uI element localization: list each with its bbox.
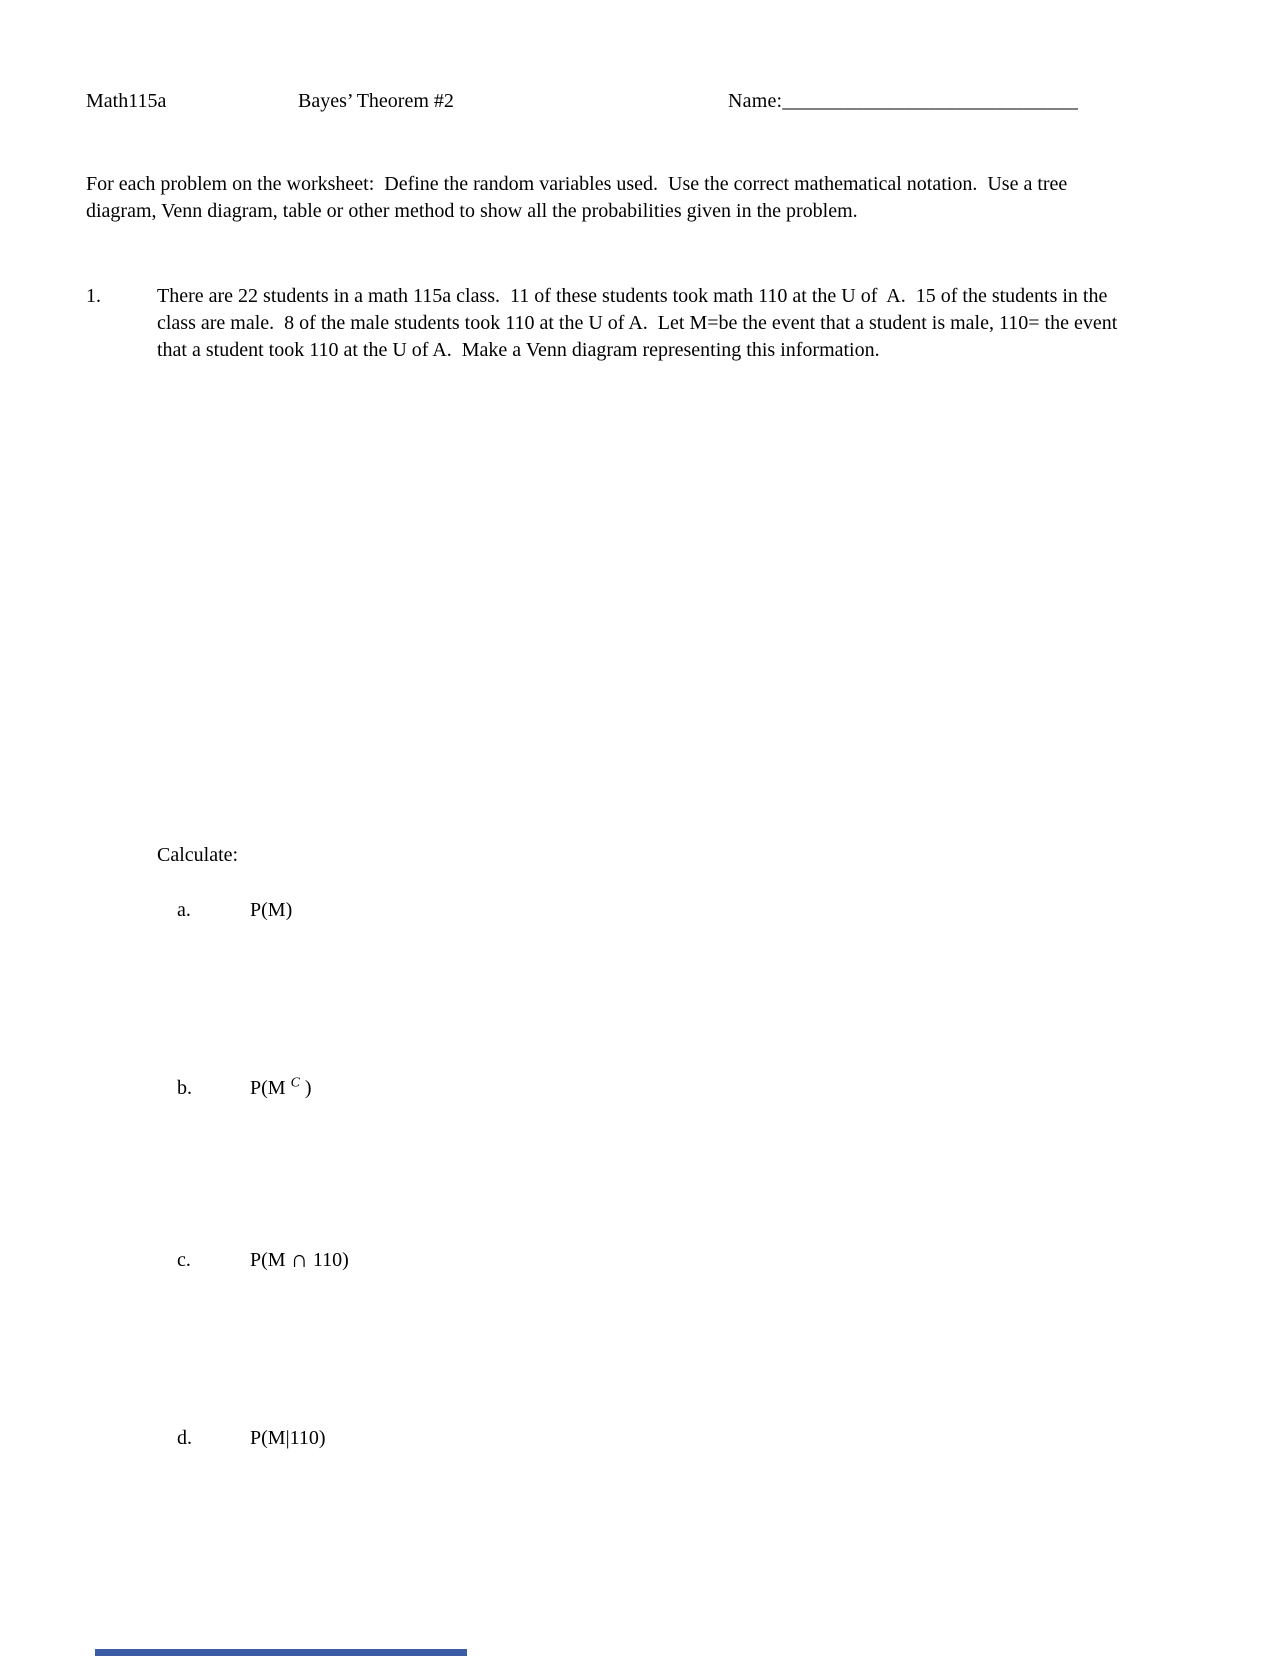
calc-item-b-expr-post: ) <box>299 1077 312 1099</box>
calculate-label: Calculate: <box>157 844 239 866</box>
name-label: Name: <box>728 90 783 112</box>
calc-item-a <box>157 870 292 951</box>
calc-item-a-expression <box>250 899 292 921</box>
calc-item-c-letter: c. <box>177 1249 191 1271</box>
calc-item-b-superscript-c: C <box>290 1075 300 1091</box>
course-label: Math115a <box>86 90 167 112</box>
calc-item-d-letter: d. <box>177 1427 192 1449</box>
calc-item-c-expr-post: 110) <box>307 1249 349 1271</box>
calc-item-a-expr-text: P(M) <box>250 899 293 921</box>
name-field <box>728 88 1078 115</box>
calc-item-a-letter: a. <box>177 899 191 921</box>
problem-1-text: There are 22 students in a math 115a class. 11 of these students took math 110 at the U of A. 15 of the students in the class are male. 8 of the male students took 110 at the U of A. Let M=be the event that a student is male, 110= the event that a student took 110 at the U of A. Make a Venn diagram representing this information. <box>157 285 1123 361</box>
calc-item-d-expression <box>250 1427 326 1449</box>
calc-item-c-expression <box>250 1249 349 1271</box>
bottom-blue-bar <box>95 1649 467 1656</box>
name-blank-line: _____________________________ <box>782 90 1079 112</box>
calc-item-b-letter: b. <box>177 1077 192 1099</box>
intersection-symbol: ∩ <box>290 1247 308 1273</box>
instructions-paragraph: For each problem on the worksheet: Define the random variables used. Use the correct mathematical notation. Use a tree diagram, Venn diagram, table or other method to show all the probabilities given in the problem. <box>86 173 1073 222</box>
calc-item-d <box>157 1398 326 1479</box>
problem-1-number: 1. <box>86 285 101 307</box>
calc-item-c <box>157 1220 349 1301</box>
calc-item-b-expression <box>250 1077 312 1099</box>
calc-item-b <box>157 1048 312 1129</box>
calc-item-d-expr-text: P(M|110) <box>250 1427 326 1449</box>
calc-item-b-expr-pre: P(M <box>250 1077 291 1099</box>
calc-item-c-expr-pre: P(M <box>250 1249 291 1271</box>
worksheet-title: Bayes’ Theorem #2 <box>298 90 454 112</box>
